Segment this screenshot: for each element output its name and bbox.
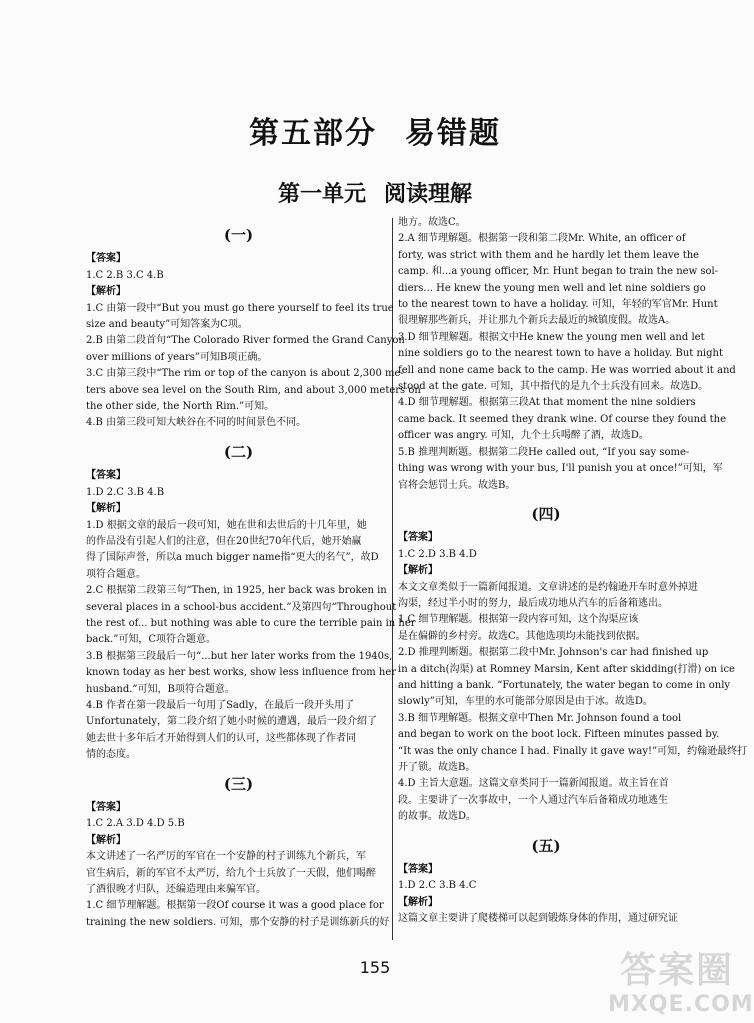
text-line: several places in a school-bus accident.”及第四句“Throughout <box>86 601 397 613</box>
text-line: to the nearest town to have a holiday. 可知，年轻的军官Mr. Hunt <box>398 299 718 311</box>
text-line: 2.B 由第二段首句“The Colorado River formed the Grand Canyon <box>86 335 405 347</box>
page-title-topic: 易错题 <box>405 116 501 151</box>
text-line: 官生病后，新的军官不太严厉，给九个士兵放了一天假，他们喝醉 <box>86 867 376 879</box>
text-line: thing was wrong with your bus, I'll punish you at once!”可知，军 <box>398 463 723 475</box>
text-line: slowly”可知，车里的水可能部分原因是由于冰。故选D。 <box>398 696 653 708</box>
answer-key-4: 1.C 2.D 3.B 4.D <box>398 548 477 560</box>
analysis-text-2 <box>86 518 416 764</box>
section-heading-5: (五) <box>531 836 561 855</box>
analysis-text-3-continued <box>398 215 736 494</box>
page-title-part: 第五部分 <box>249 116 377 151</box>
text-line: 2.D 推理判断题。根据第二段中Mr. Johnson's car had finished up <box>398 647 709 659</box>
watermark-text: 答案圈 <box>620 950 735 991</box>
answer-label: 【答案】 <box>86 253 126 265</box>
text-line: 1.C 由第一段中“But you must go there yourself to feel its true <box>86 302 394 314</box>
text-line: 1.C 细节理解题。根据第一段Of course it was a good place for <box>86 900 384 912</box>
text-line: training the new soldiers. 可知，那个安静的村子是训练新兵的好 <box>86 916 390 928</box>
unit-title-number: 第一单元 <box>277 182 366 207</box>
analysis-text-4 <box>398 580 748 826</box>
analysis-label: 【解析】 <box>86 503 126 515</box>
analysis-label: 【解析】 <box>398 896 438 908</box>
watermark-logo <box>600 940 754 1023</box>
text-line: fell and none came back to the camp. He was worried about it and <box>398 364 736 376</box>
answer-key-1: 1.C 2.B 3.C 4.B <box>86 269 164 281</box>
text-line: back.”可知，C项符合题意。 <box>86 634 216 646</box>
watermark-url: MXQE.COM <box>608 992 754 1017</box>
text-line: 本文讲述了一名严厉的军官在一个安静的村子训练九个新兵，军 <box>86 851 366 863</box>
text-line: officer was angry. 可知，九个士兵喝醉了酒，故选D。 <box>398 430 649 442</box>
text-line: 这篇文章主要讲了爬楼梯可以起到锻炼身体的作用，通过研究证 <box>398 913 678 925</box>
unit-title <box>0 177 750 208</box>
text-line: 4.D 主旨大意题。这篇文章类同于一篇新闻报道。故主旨在首 <box>398 778 669 790</box>
text-line: 段。主要讲了一次事故中，一个人通过汽车后备箱成功地逃生 <box>398 794 668 806</box>
answer-key-5: 1.D 2.C 3.B 4.C <box>398 880 477 892</box>
text-line: 3.B 根据第三段最后一句“...but her later works from the 1940s, <box>86 650 393 662</box>
text-line: 项符合题意。 <box>86 568 146 580</box>
answer-key-3: 1.C 2.A 3.D 4.D 5.B <box>86 818 185 830</box>
text-line: 的故事。故选D。 <box>398 811 477 823</box>
section-heading-4: (四) <box>531 504 561 523</box>
answer-label: 【答案】 <box>86 470 126 482</box>
text-line: the other side, the North Rim.”可知。 <box>86 401 275 413</box>
text-line: 5.B 推理判断题。根据第二段He called out, “If you say some- <box>398 446 690 458</box>
text-line: 得了国际声誉，所以a much bigger name指“更大的名气”，故D <box>86 552 379 564</box>
text-line: diers... He knew the young men well and let nine soldiers go <box>398 282 706 294</box>
text-line: 4.B 作者在第一段最后一句用了Sadly，在最后一段开头用了 <box>86 699 355 711</box>
analysis-label: 【解析】 <box>398 565 438 577</box>
page-number: 155 <box>359 958 391 977</box>
unit-title-topic: 阅读理解 <box>384 182 473 207</box>
text-line: 了酒很晚才归队，还编造理由来骗军官。 <box>86 884 266 896</box>
text-line: 3.D 细节理解题。根据文中He knew the young men well and let <box>398 331 705 343</box>
text-line: known today as her best works, show less influence from her <box>86 667 397 679</box>
text-line: 4.D 细节理解题。根据第三段At that moment the nine soldiers <box>398 397 696 409</box>
column-divider <box>392 218 393 940</box>
text-line: 沟渠，经过半小时的努力，最后成功地从汽车的后备箱逃出。 <box>398 597 668 609</box>
text-line: nine soldiers go to the nearest town to have a holiday. But night <box>398 348 723 360</box>
text-line: 2.A 细节理解题。根据第一段和第二段Mr. White, an officer of <box>398 233 686 245</box>
analysis-label: 【解析】 <box>86 286 126 298</box>
text-line: 情的态度。 <box>86 749 136 761</box>
text-line: 是在偏僻的乡村旁。故选C。其他选项均未能找到依据。 <box>398 630 646 642</box>
text-line: husband.”可知，B项符合题意。 <box>86 683 235 695</box>
text-line: 本文文章类似于一篇新闻报道。文章讲述的是约翰逊开车时意外掉进 <box>398 581 698 593</box>
text-line: stood at the gate. 可知，其中指代的是九个士兵没有回来。故选D。 <box>398 381 709 393</box>
answer-label: 【答案】 <box>398 864 438 876</box>
text-line: 官将会惩罚士兵。故选B。 <box>398 479 516 491</box>
section-heading-1: (一) <box>223 226 254 244</box>
analysis-label: 【解析】 <box>86 834 126 846</box>
text-line: “It was the only chance I had. Finally it gave way!”可知，约翰逊最终打 <box>398 745 748 757</box>
answer-label: 【答案】 <box>398 532 438 544</box>
text-line: and hitting a bank. “Fortunately, the water began to come in only <box>398 679 731 691</box>
analysis-text-5 <box>398 911 694 927</box>
page-title <box>0 108 750 152</box>
text-line: 1.C 细节理解题。根据第一段内容可知，这个沟渠应该 <box>398 614 639 626</box>
right-column <box>398 215 748 945</box>
text-line: came back. It seemed they drank wine. Of course they found the <box>398 413 727 425</box>
answer-key-2: 1.D 2.C 3.B 4.B <box>86 486 165 498</box>
answer-label: 【答案】 <box>86 802 126 813</box>
text-line: 地方。故选C。 <box>398 217 466 228</box>
text-line: in a ditch(沟渠) at Romney Marsin, Kent after skidding(打滑) on ice <box>398 663 735 675</box>
text-line: and began to work on the boot lock. Fifteen minutes passed by. <box>398 729 720 741</box>
text-line: 4.B 由第三段可知大峡谷在不同的时间景色不同。 <box>86 417 307 429</box>
section-heading-2: (二) <box>223 442 254 461</box>
text-line: 3.B 细节理解题。根据文章中Then Mr. Johnson found a tool <box>398 712 682 724</box>
text-line: 的作品没有引起人们的注意，但在20世纪70年代后，她开始赢 <box>86 535 362 547</box>
section-heading-3: (三) <box>223 774 254 793</box>
text-line: 她去世十多年后才开始得到人们的认可，这些都体现了作者同 <box>86 732 356 744</box>
text-line: 1.D 根据文章的最后一段可知，她在世和去世后的十几年里，她 <box>86 519 367 531</box>
text-line: forty, was strict with them and he hardly let them leave the <box>398 249 700 261</box>
text-line: 很理解那些新兵，并让那九个新兵去最近的城镇度假。故选A。 <box>398 315 676 327</box>
text-line: 2.C 根据第二段第三句“Then, in 1925, her back was broken in <box>86 585 387 597</box>
left-column <box>86 215 421 945</box>
analysis-text-3 <box>86 849 391 931</box>
text-line: size and beauty”可知答案为C项。 <box>86 319 248 331</box>
text-line: over millions of years”可知B项正确。 <box>86 351 268 363</box>
text-line: the rest of... but nothing was able to cure the terrible pain in her <box>86 617 416 629</box>
text-line: 3.C 由第三段中“The rim or top of the canyon is about 2,300 me- <box>86 368 404 380</box>
text-line: 开了锁。故选B。 <box>398 762 476 773</box>
text-line: ters above sea level on the South Rim, and about 3,000 meters on <box>86 384 421 396</box>
text-line: camp. 和...a young officer, Mr. Hunt began to train the new sol- <box>398 266 719 278</box>
text-line: Unfortunately，第二段介绍了她小时候的遭遇，最后一段介绍了 <box>86 716 378 728</box>
analysis-text-1 <box>86 301 421 432</box>
